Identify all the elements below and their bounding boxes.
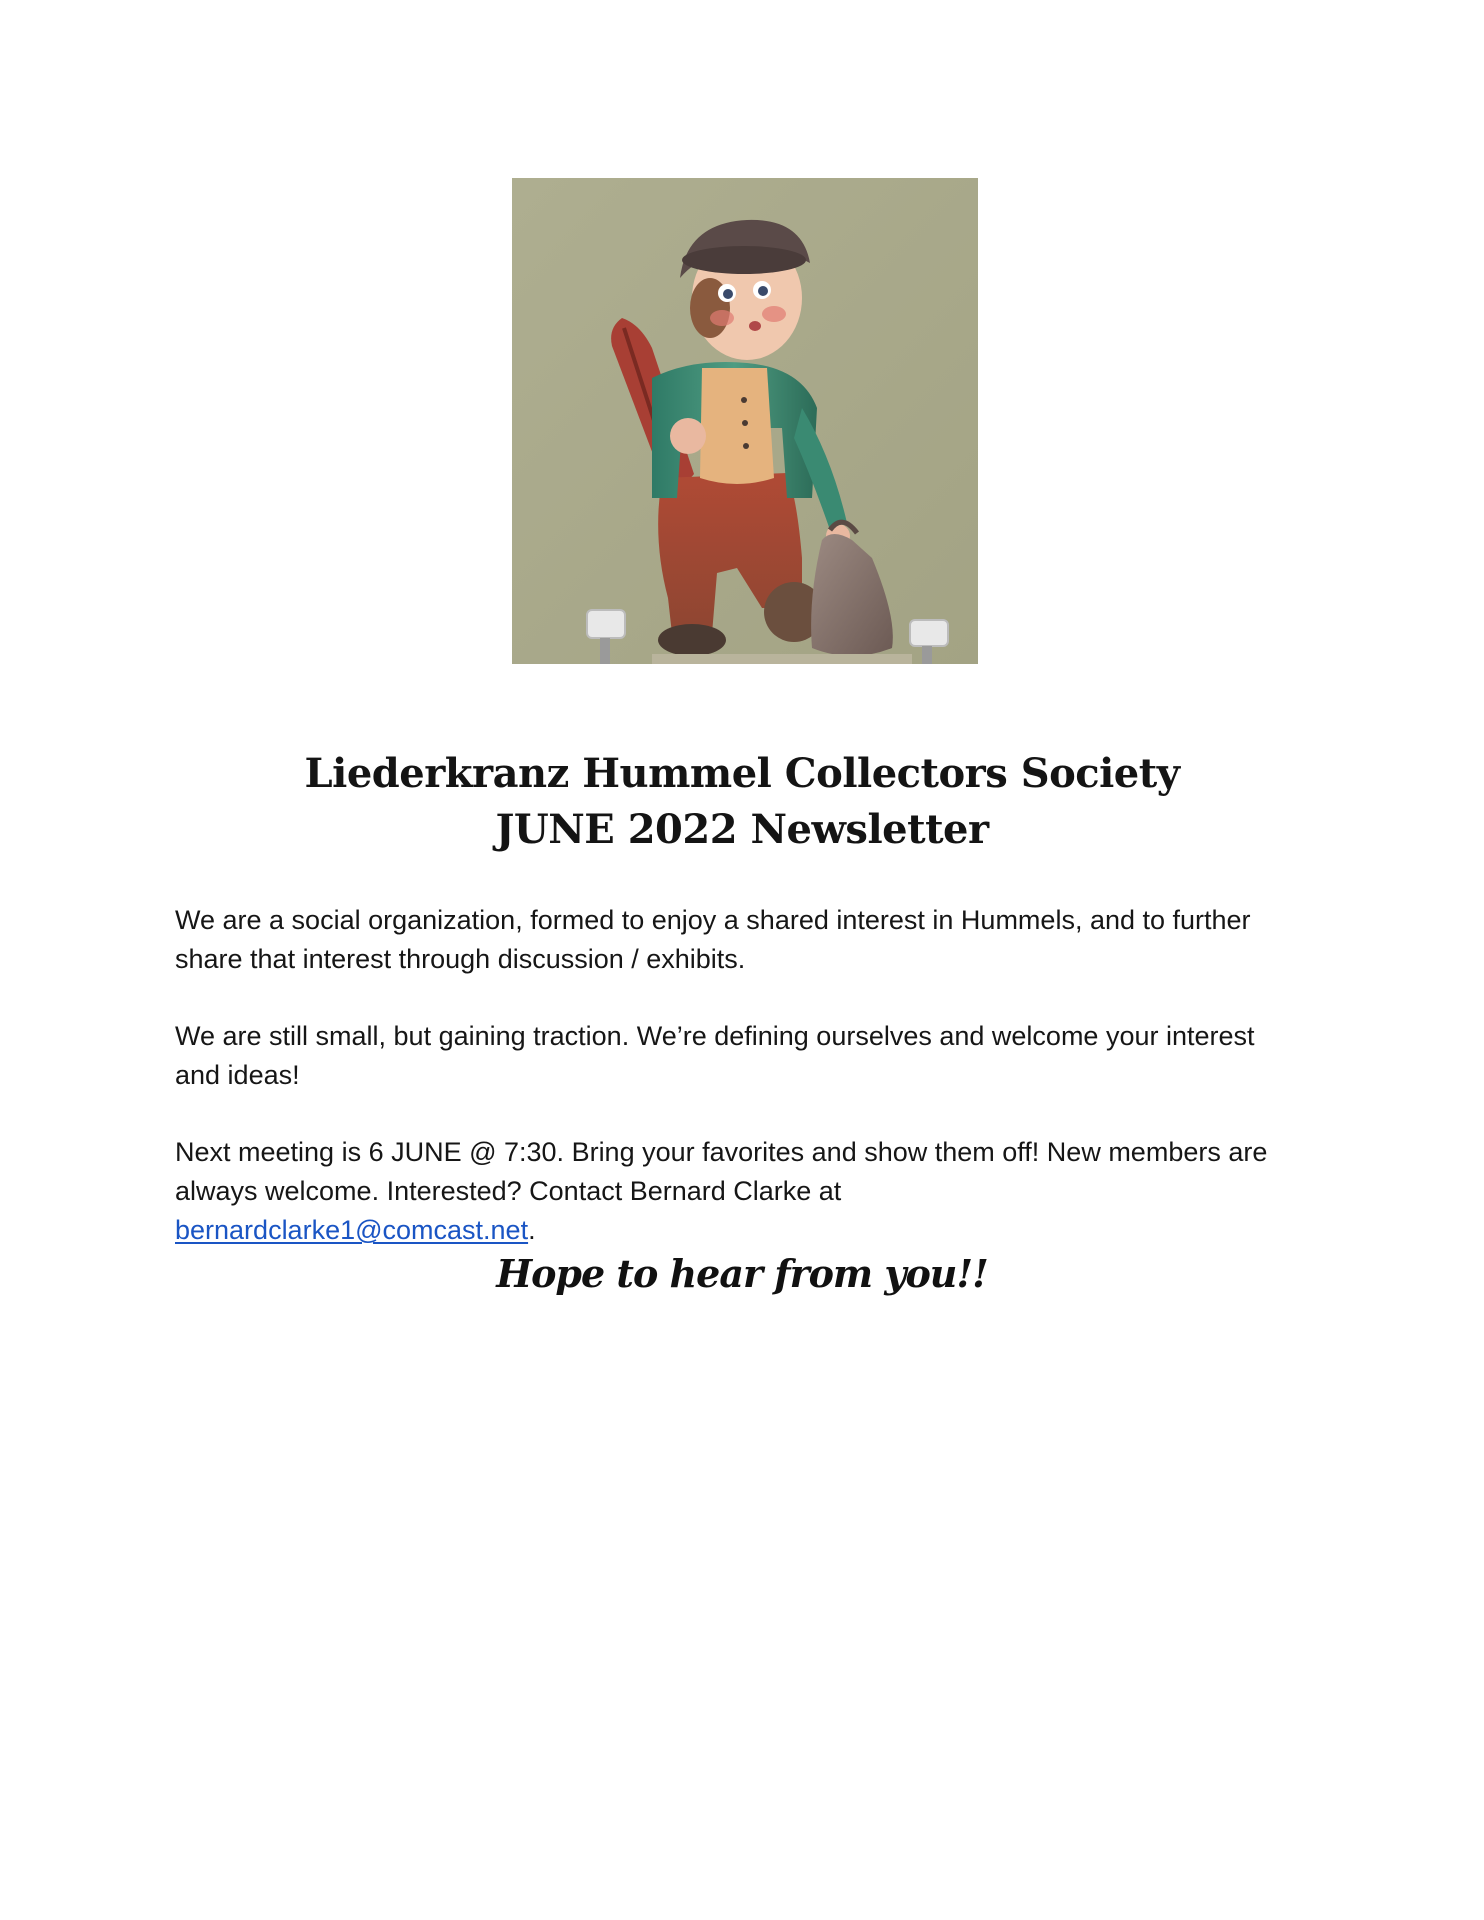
status-paragraph: We are still small, but gaining traction. We’re defining ourselves and welcome your interest and ideas! xyxy=(175,1021,1255,1090)
intro-paragraph: We are a social organization, formed to enjoy a shared interest in Hummels, and to further share that interest through discussion / exhibits. xyxy=(175,905,1251,974)
signoff-text: Hope to hear from you!! xyxy=(496,1251,988,1296)
hummel-figurine-photo xyxy=(512,178,978,664)
meeting-end-punct: . xyxy=(528,1215,536,1245)
meeting-text: Next meeting is 6 JUNE @ 7:30. Bring your favorites and show them off! New members are always welcome. Interested? Contact Bernard Clarke at xyxy=(175,1137,1268,1206)
contact-email-link[interactable]: bernardclarke1@comcast.net xyxy=(175,1215,529,1245)
society-name: Liederkranz Hummel Collectors Society xyxy=(304,750,1180,797)
meeting-paragraph xyxy=(175,1133,1285,1250)
newsletter-title xyxy=(0,746,1484,858)
newsletter-issue: JUNE 2022 Newsletter xyxy=(495,806,989,853)
